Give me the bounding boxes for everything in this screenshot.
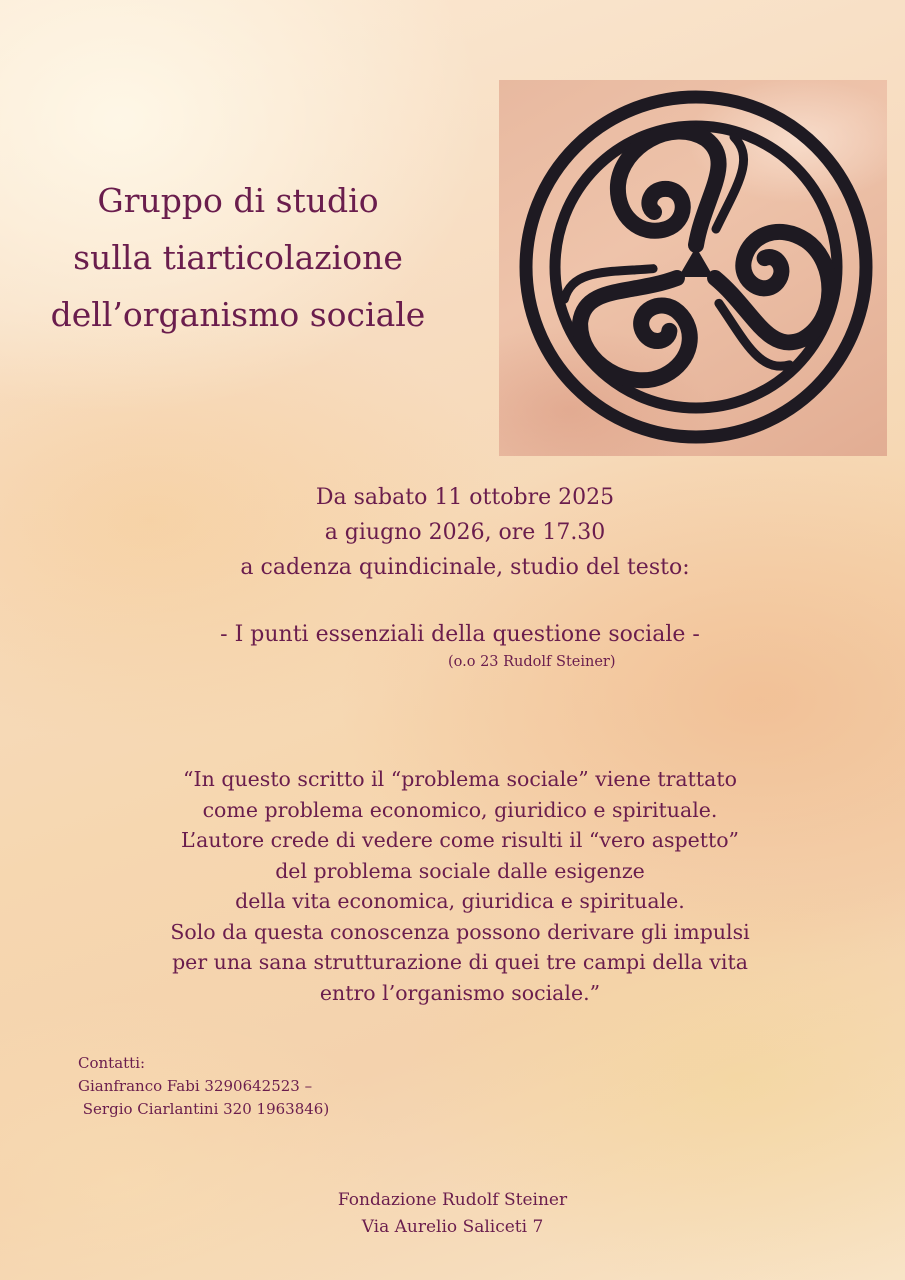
quote-line: del problema sociale dalle esigenze [275,858,645,883]
page-title [28,172,448,343]
contacts-label: Contatti: [78,1054,146,1072]
footer-address: Via Aurelio Saliceti 7 [361,1217,544,1237]
title-line-1: Gruppo di studio [97,181,379,220]
quote-block [90,764,830,1008]
schedule-line-2: a giugno 2026, ore 17.30 [324,520,606,545]
title-line-3: dell’organismo sociale [50,295,426,334]
footer [0,1187,905,1241]
quote-line: L’autore crede di vedere come risulti il “vero aspetto” [180,828,740,852]
contact-fabi: Gianfranco Fabi 3290642523 – [78,1077,313,1095]
title-line-2: sulla tiarticolazione [73,238,403,277]
book-title: - I punti essenziali della questione sociale - [220,622,700,647]
footer-org: Fondazione Rudolf Steiner [337,1190,568,1210]
schedule-line-3: a cadenza quindicinale, studio del testo: [240,555,690,580]
schedule-line-1: Da sabato 11 ottobre 2025 [315,485,615,510]
contacts-block [78,1052,329,1121]
emblem-image [499,80,887,456]
triskelion-icon [499,80,887,456]
quote-line: “In questo scritto il “problema sociale” viene trattato [183,767,737,791]
book-note: (o.o 23 Rudolf Steiner) [448,654,616,670]
contact-ciarlantini: Sergio Ciarlantini 320 1963846) [78,1100,330,1118]
quote-line: Solo da questa conoscenza possono derivare gli impulsi [170,919,750,944]
quote-line: della vita economica, giuridica e spirituale. [235,889,685,913]
quote-line: come problema economico, giuridico e spirituale. [202,797,718,822]
quote-line: per una sana strutturazione di quei tre campi della vita [172,950,748,974]
quote-line: entro l’organismo sociale.” [319,980,601,1005]
schedule-block [105,480,825,585]
